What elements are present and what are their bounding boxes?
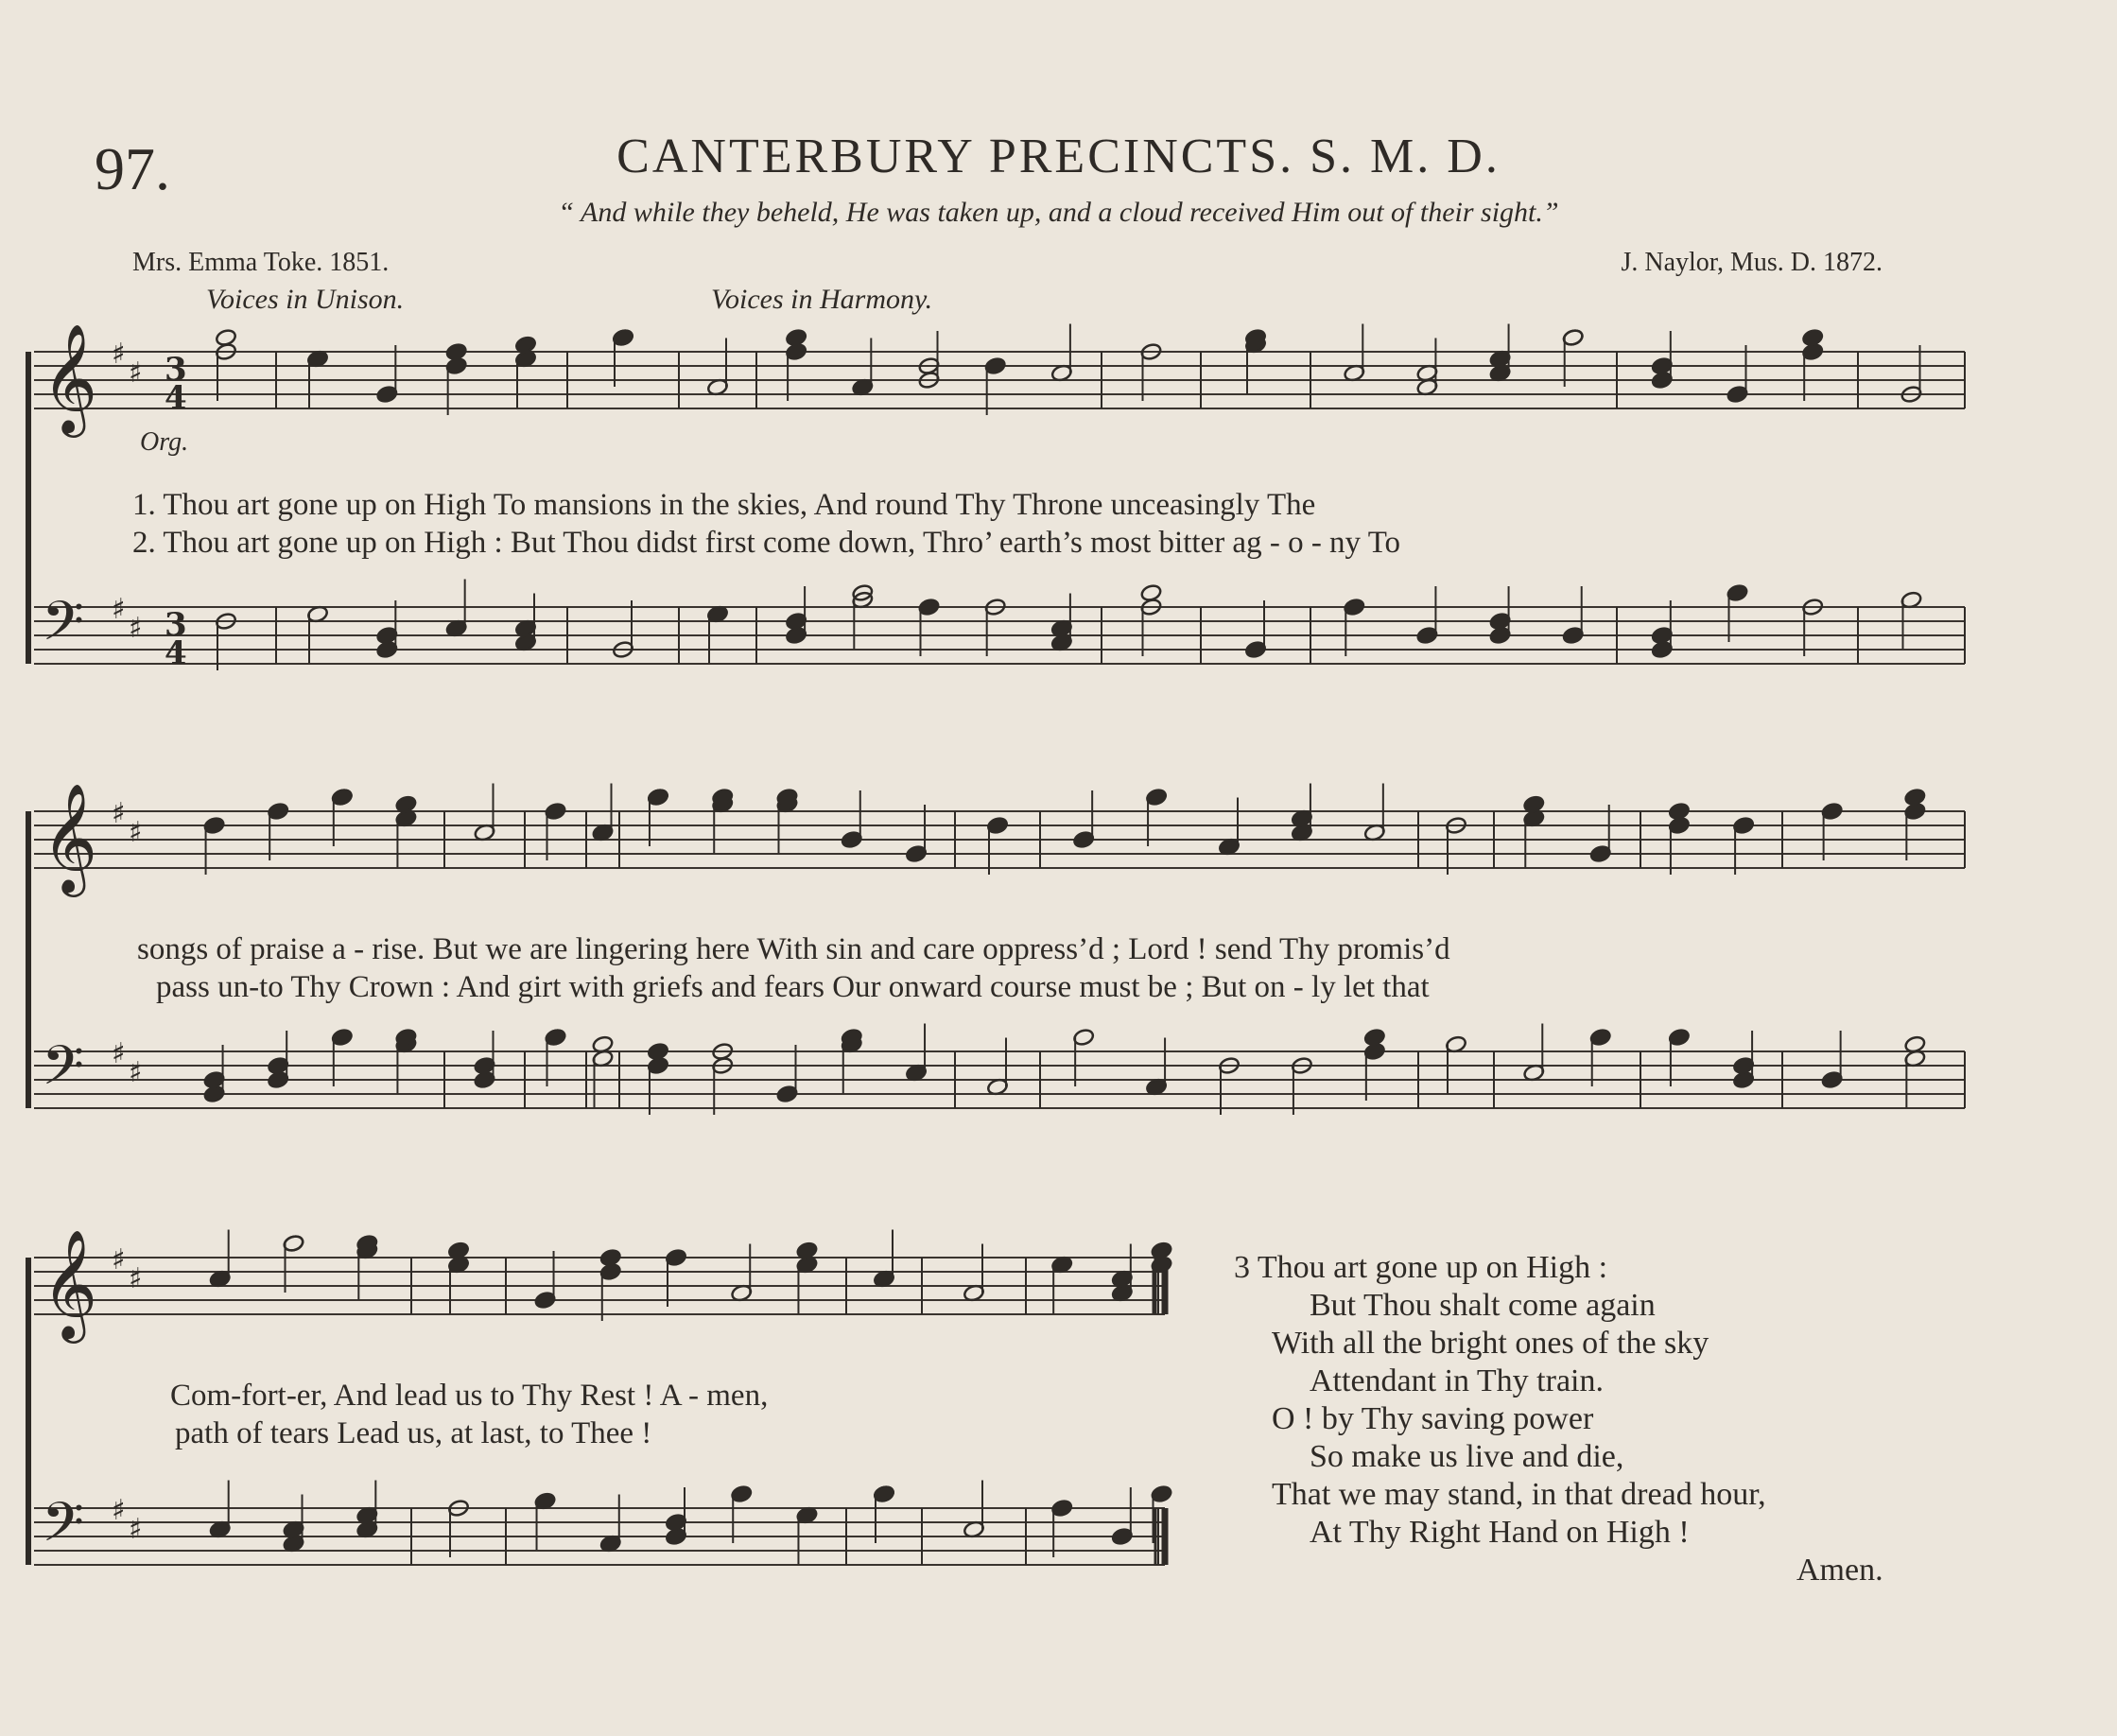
bass-clef-icon: 𝄢 bbox=[42, 1490, 85, 1568]
time-signature-top: 3 bbox=[165, 606, 187, 644]
sharp-icon: ♯ bbox=[112, 1494, 126, 1527]
verse3-line: Attendant in Thy train. bbox=[1310, 1363, 1604, 1398]
lyrics-s2-verse2: pass un-to Thy Crown : And girt with griefs and fears Our onward course must be ; But on - ly let that bbox=[156, 970, 1430, 1004]
author-credit: Mrs. Emma Toke. 1851. bbox=[132, 248, 390, 277]
verse3-line: With all the bright ones of the sky bbox=[1272, 1326, 1709, 1361]
time-signature-top: 3 bbox=[165, 351, 187, 389]
note-head bbox=[1801, 328, 1824, 347]
note-head bbox=[215, 328, 237, 347]
verse3-amen: Amen. bbox=[1796, 1553, 1883, 1588]
lyrics-s3-verse2: path of tears Lead us, at last, to Thee ! bbox=[175, 1416, 652, 1450]
lyrics-s1-verse1: 1. Thou art gone up on High To mansions in the skies, And round Thy Throne unceasingly The bbox=[132, 488, 1316, 522]
hymn-title: CANTERBURY PRECINCTS. S. M. D. bbox=[616, 130, 1501, 183]
note-head bbox=[1140, 583, 1163, 602]
composer-credit: J. Naylor, Mus. D. 1872. bbox=[1621, 248, 1883, 277]
bass-clef-icon: 𝄢 bbox=[42, 589, 85, 667]
direction-unison: Voices in Unison. bbox=[206, 284, 405, 315]
lyrics-s2-verse1: songs of praise a - rise. But we are lingering here With sin and care oppress’d ; Lord ! send Thy promis’d bbox=[137, 932, 1450, 966]
sharp-icon: ♯ bbox=[129, 816, 143, 849]
sharp-icon: ♯ bbox=[112, 1243, 126, 1276]
hymn-number: 97. bbox=[95, 135, 170, 202]
direction-harmony: Voices in Harmony. bbox=[711, 284, 933, 315]
hymn-epigraph: “ And while they beheld, He was taken up, and a cloud received Him out of their sight.” bbox=[558, 197, 1559, 228]
sharp-icon: ♯ bbox=[112, 593, 126, 626]
bass-clef-icon: 𝄢 bbox=[42, 1033, 85, 1111]
verse3-line: But Thou shalt come again bbox=[1310, 1288, 1656, 1323]
treble-clef-icon: 𝄞 bbox=[42, 782, 98, 893]
treble-clef-icon: 𝄞 bbox=[42, 1228, 98, 1339]
verse3-line: O ! by Thy saving power bbox=[1272, 1401, 1594, 1436]
note-head bbox=[1363, 1028, 1386, 1047]
verse3-line: 3 Thou art gone up on High : bbox=[1234, 1250, 1608, 1285]
sharp-icon: ♯ bbox=[129, 356, 143, 390]
sharp-icon: ♯ bbox=[112, 797, 126, 830]
sharp-icon: ♯ bbox=[112, 338, 126, 371]
sharp-icon: ♯ bbox=[129, 1513, 143, 1546]
note-head bbox=[599, 1248, 622, 1267]
verse3-line: That we may stand, in that dread hour, bbox=[1272, 1477, 1766, 1512]
verse3-line: So make us live and die, bbox=[1310, 1439, 1624, 1474]
lyrics-s1-verse2: 2. Thou art gone up on High : But Thou didst first come down, Thro’ earth’s most bitter ag - o - ny To bbox=[132, 526, 1401, 560]
organ-label: Org. bbox=[140, 427, 189, 457]
sharp-icon: ♯ bbox=[129, 1262, 143, 1295]
time-signature-bottom: 4 bbox=[165, 379, 187, 417]
sharp-icon: ♯ bbox=[129, 612, 143, 645]
note-head bbox=[1904, 788, 1927, 807]
verse3-line: At Thy Right Hand on High ! bbox=[1310, 1515, 1690, 1550]
lyrics-s3-verse1: Com-fort-er, And lead us to Thy Rest ! A - men, bbox=[170, 1379, 769, 1413]
note-head bbox=[647, 1042, 669, 1061]
sharp-icon: ♯ bbox=[129, 1056, 143, 1089]
sharp-icon: ♯ bbox=[112, 1037, 126, 1070]
note-head bbox=[445, 342, 468, 361]
note-head bbox=[785, 328, 807, 347]
treble-clef-icon: 𝄞 bbox=[42, 322, 98, 433]
time-signature-bottom: 4 bbox=[165, 634, 187, 672]
note-head bbox=[1668, 802, 1691, 821]
